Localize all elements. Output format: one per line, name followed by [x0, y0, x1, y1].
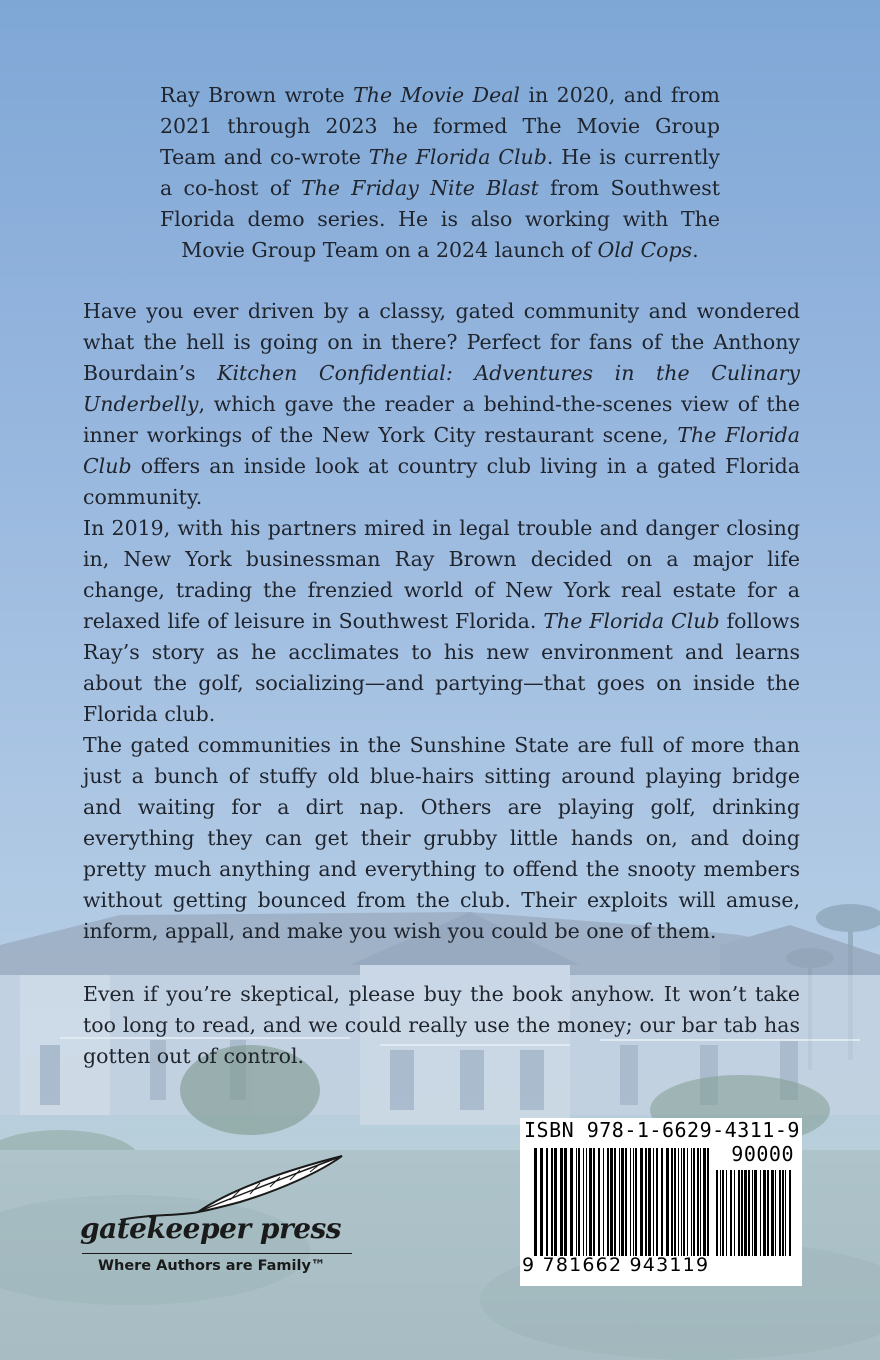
ean-barcode-bars [534, 1148, 712, 1256]
barcode-bar [726, 1170, 727, 1256]
barcode-bar [738, 1170, 740, 1256]
barcode-bar [645, 1148, 647, 1256]
text-run: offers an inside look at country club living in a gated Florida community. [83, 454, 800, 509]
barcode-bar [540, 1148, 543, 1256]
text-run: Even if you’re skeptical, please buy the book anyhow. It won’t take too long to read, and we could really use the money; our bar tab has gotten out of control. [83, 982, 800, 1068]
italic-title: Kitchen Confidential: Adventures in the Culinary Underbelly [83, 361, 800, 416]
barcode-bar [771, 1170, 774, 1256]
barcode-bar [678, 1148, 679, 1256]
barcode-bar [534, 1148, 537, 1256]
barcode-bar [583, 1148, 584, 1256]
author-bio-text [160, 80, 720, 266]
barcode-bar [767, 1170, 769, 1256]
publisher-tagline: Where Authors are Family™ [98, 1258, 326, 1274]
publisher-name: gatekeeper press [80, 1212, 342, 1245]
barcode-bar [640, 1148, 643, 1256]
blurb-paragraph-text [83, 979, 800, 1072]
blurb-paragraph-3 [83, 730, 800, 947]
text-run: follows Ray’s story as he acclimates to his new environment and learns about the golf, socializing—and partying—that goes on inside the Florida club. [83, 609, 800, 726]
barcode-bar [598, 1148, 600, 1256]
italic-title: The Movie Deal [353, 83, 520, 107]
barcode-bar [603, 1148, 604, 1256]
barcode-bar [614, 1148, 616, 1256]
barcode-bar [653, 1148, 654, 1256]
barcode-bar [779, 1170, 781, 1256]
barcode-bar [754, 1170, 757, 1256]
ean-digits: 9 781662 943119 [522, 1254, 710, 1276]
barcode-bar [621, 1148, 624, 1256]
text-run: Have you ever driven by a classy, gated community and wondered what the hell is going on in there? Perfect for fans of the Anthony Bourdain’s [83, 299, 800, 385]
quill-feather-icon [80, 1150, 380, 1220]
blurb-paragraph-4 [83, 979, 800, 1072]
text-run: Ray Brown wrote [160, 83, 354, 107]
italic-title: Old Cops [597, 238, 693, 262]
text-run: . [692, 238, 699, 262]
barcode-bar [661, 1148, 663, 1256]
barcode-bar [674, 1148, 676, 1256]
text-run: The gated communities in the Sunshine State are full of more than just a bunch of stuffy old blue-hairs sitting around playing bridge and waiting for a dirt nap. Others are playing golf, drinking everything they can get their grubby little hands on, and doing pretty much anything and everything to offend the snooty members without getting bounced from the club. Their exploits will amuse, inform, appall, and make you wish you could be one of them. [83, 733, 800, 943]
barcode-bar [760, 1170, 761, 1256]
barcode-bar [607, 1148, 609, 1256]
italic-title: The Florida Club [83, 423, 800, 478]
italic-title: The Florida Club [543, 609, 720, 633]
barcode-bar [763, 1170, 766, 1256]
barcode-bar [782, 1170, 784, 1256]
barcode-bar [554, 1148, 557, 1256]
barcode-bar [693, 1148, 695, 1256]
barcode-bar [656, 1148, 658, 1256]
barcode-bar [586, 1148, 587, 1256]
barcode-bar [691, 1148, 692, 1256]
barcode-bar [671, 1148, 673, 1256]
isbn-label: ISBN 978-1-6629-4311-9 [524, 1118, 800, 1142]
barcode-bar [752, 1170, 753, 1256]
barcode-bar [551, 1148, 553, 1256]
barcode-bar [789, 1170, 791, 1256]
barcode-bar [744, 1170, 747, 1256]
barcode-bar [610, 1148, 613, 1256]
barcode-bar [619, 1148, 620, 1256]
barcode-bar [722, 1170, 724, 1256]
barcode-bar [560, 1148, 563, 1256]
barcode-bar [697, 1148, 699, 1256]
barcode-bar [703, 1148, 706, 1256]
barcode-bar [570, 1148, 573, 1256]
price-code: 90000 [731, 1142, 794, 1166]
addon-barcode-bars [716, 1170, 792, 1256]
publisher-logo [80, 1150, 380, 1280]
barcode-bar [546, 1148, 548, 1256]
barcode-bar [625, 1148, 627, 1256]
barcode-bar [700, 1148, 701, 1256]
barcode-bar [633, 1148, 634, 1256]
isbn-barcode [520, 1118, 802, 1286]
blurb-paragraph-1 [83, 296, 800, 513]
blurb-paragraph-2 [83, 513, 800, 730]
barcode-bar [564, 1148, 567, 1256]
barcode-bar [734, 1170, 735, 1256]
italic-title: The Friday Nite Blast [301, 176, 539, 200]
blurb-paragraph-text [83, 296, 800, 513]
text-run: in 2020, and from 2021 through 2023 he formed The Movie Group Team and co-wrote [160, 83, 720, 169]
text-run: , which gave the reader a behind-the-scenes view of the inner workings of the New York City restaurant scene, [83, 392, 800, 447]
barcode-bar [748, 1170, 750, 1256]
blurb-paragraph-text [83, 730, 800, 947]
italic-title: The Florida Club [368, 145, 547, 169]
barcode-bar [648, 1148, 651, 1256]
text-run: . He is currently a co-host of [160, 145, 720, 200]
barcode-bar [593, 1148, 595, 1256]
barcode-bar [687, 1148, 688, 1256]
barcode-bar [576, 1148, 577, 1256]
blurb-paragraph-text [83, 513, 800, 730]
text-run: In 2019, with his partners mired in legal trouble and danger closing in, New York businessman Ray Brown decided on a major life change, trading the frenzied world of New York real estate for a relaxed life of leisure in Southwest Florida. [83, 516, 800, 633]
barcode-bar [720, 1170, 721, 1256]
barcode-bar [730, 1170, 732, 1256]
barcode-bar [716, 1170, 718, 1256]
barcode-bar [666, 1148, 669, 1256]
barcode-bar [578, 1148, 580, 1256]
barcode-bar [775, 1170, 776, 1256]
barcode-bar [589, 1148, 592, 1256]
barcode-bar [707, 1148, 709, 1256]
text-run: from Southwest Florida demo series. He is also working with The Movie Group Team on a 2024 launch of [160, 176, 720, 262]
barcode-bar [630, 1148, 631, 1256]
barcode-bar [683, 1148, 685, 1256]
barcode-bar [741, 1170, 743, 1256]
author-bio [160, 80, 720, 266]
divider [82, 1253, 352, 1254]
barcode-bar [681, 1148, 682, 1256]
barcode-bar [635, 1148, 637, 1256]
barcode-bar [785, 1170, 786, 1256]
